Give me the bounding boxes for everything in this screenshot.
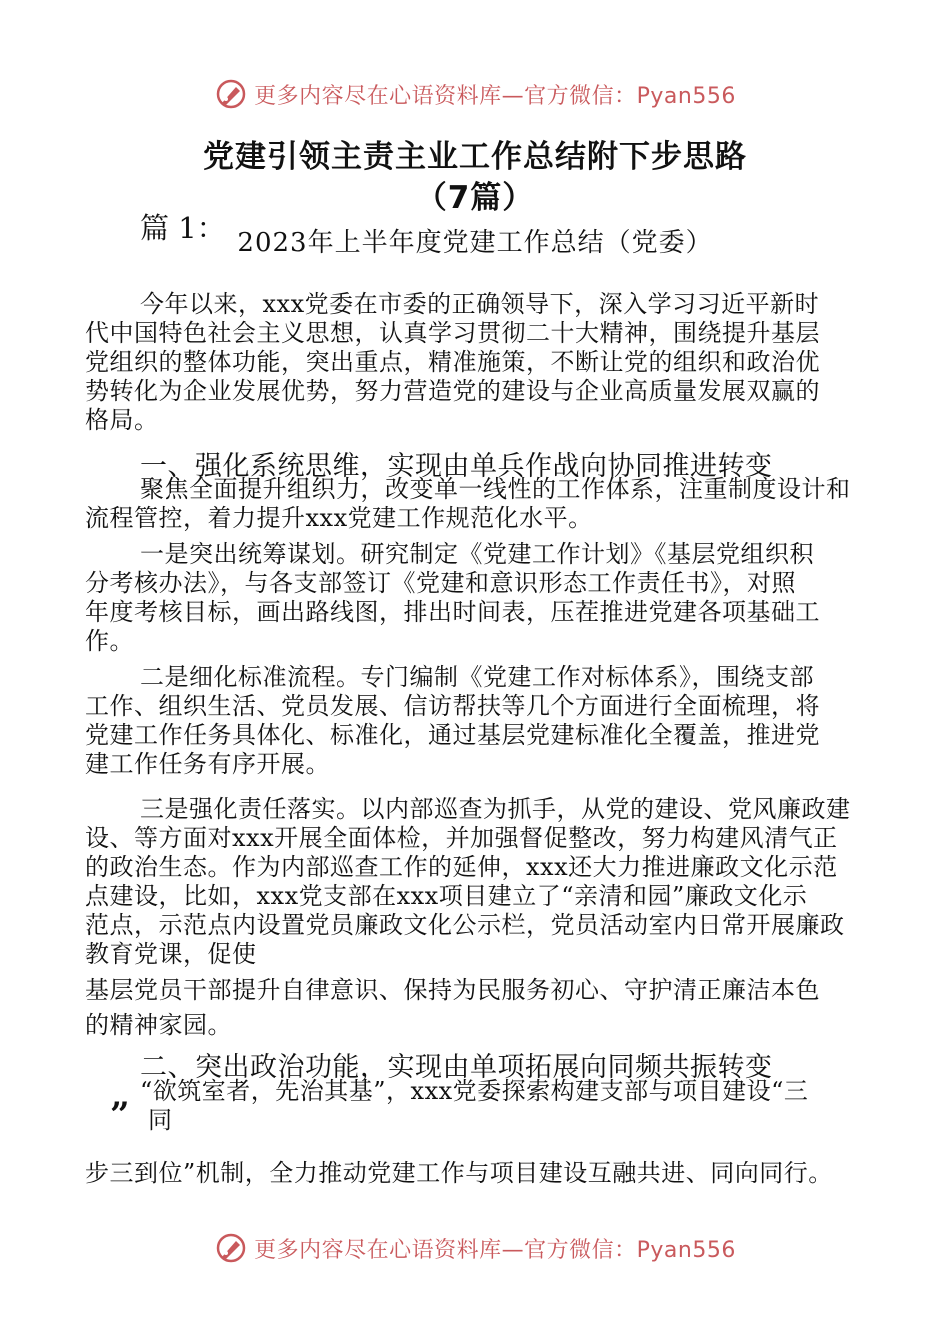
- document-subtitle: 2023年上半年度党建工作总结（党委）: [237, 228, 713, 258]
- paragraph-line: 分考核办法》，与各支部签订《党建和意识形态工作责任书》，对照: [85, 569, 796, 597]
- watermark-top: [0, 74, 950, 114]
- paragraph-line: 今年以来，xxx党委在市委的正确领导下，深入学习习近平新时: [140, 290, 820, 318]
- pen-nib-icon: [214, 77, 248, 111]
- paragraph-line: 基层党员干部提升自律意识、保持为民服务初心、守护清正廉洁本色: [85, 976, 820, 1004]
- paragraph-line: 势转化为企业发展优势，努力营造党的建设与企业高质量发展双赢的: [85, 377, 820, 405]
- quote-mark: ”: [110, 1095, 130, 1135]
- paragraph-line: 格局。: [85, 406, 159, 434]
- paragraph-line: 的政治生态。作为内部巡查工作的延伸，xxx还大力推进廉政文化示范: [85, 853, 838, 881]
- paragraph-line: 年度考核目标，画出路线图，排出时间表，压茬推进党建各项基础工: [85, 598, 820, 626]
- paragraph-line: 流程管控，着力提升xxx党建工作规范化水平。: [85, 504, 593, 532]
- paragraph-line: 设、等方面对xxx开展全面体检，并加强督促整改，努力构建风清气正: [85, 824, 838, 852]
- document-title-count: （7篇）: [415, 180, 535, 216]
- section-heading: 二、突出政治功能，实现由单项拓展向同频共振转变: [140, 1052, 773, 1083]
- paragraph-line: 范点，示范点内设置党员廉政文化公示栏，党员活动室内日常开展廉政: [85, 911, 845, 939]
- part-label: 篇 1：: [140, 211, 226, 245]
- paragraph-line: 工作、组织生活、党员发展、信访帮扶等几个方面进行全面梳理，将: [85, 692, 820, 720]
- paragraph-line: 三是强化责任落实。以内部巡查为抓手，从党的建设、党风廉政建: [140, 795, 851, 823]
- watermark-text: 更多内容尽在心语资料库—官方微信：Pyan556: [254, 83, 736, 109]
- paragraph-line: “欲筑室者，先治其基”，xxx党委探索构建支部与项目建设“三: [140, 1077, 809, 1105]
- watermark-bottom: [0, 1228, 950, 1268]
- paragraph-line: 同: [148, 1106, 173, 1134]
- paragraph-line: 点建设，比如，xxx党支部在xxx项目建立了“亲清和园”廉政文化示: [85, 882, 808, 910]
- document-title: 党建引领主责主业工作总结附下步思路: [203, 139, 747, 175]
- watermark-text: 更多内容尽在心语资料库—官方微信：Pyan556: [254, 1237, 736, 1263]
- paragraph-line: 党组织的整体功能，突出重点，精准施策，不断让党的组织和政治优: [85, 348, 820, 376]
- paragraph-line: 聚焦全面提升组织力，改变单一线性的工作体系，注重制度设计和: [140, 475, 851, 503]
- paragraph-line: 一是突出统筹谋划。研究制定《党建工作计划》《基层党组织积: [140, 540, 814, 568]
- section-heading: 一、强化系统思维，实现由单兵作战向协同推进转变: [140, 451, 773, 482]
- pen-nib-icon: [214, 1231, 248, 1265]
- paragraph-line: 作。: [85, 627, 134, 655]
- paragraph-line: 教育党课，促使: [85, 940, 257, 968]
- paragraph-line: 建工作任务有序开展。: [85, 750, 330, 778]
- paragraph-line: 步三到位”机制，全力推动党建工作与项目建设互融共进、同向同行。: [85, 1159, 833, 1187]
- paragraph-line: 党建工作任务具体化、标准化，通过基层党建标准化全覆盖，推进党: [85, 721, 820, 749]
- paragraph-line: 代中国特色社会主义思想，认真学习贯彻二十大精神，围绕提升基层: [85, 319, 820, 347]
- paragraph-line: 二是细化标准流程。专门编制《党建工作对标体系》，围绕支部: [140, 663, 814, 691]
- paragraph-line: 的精神家园。: [85, 1011, 232, 1039]
